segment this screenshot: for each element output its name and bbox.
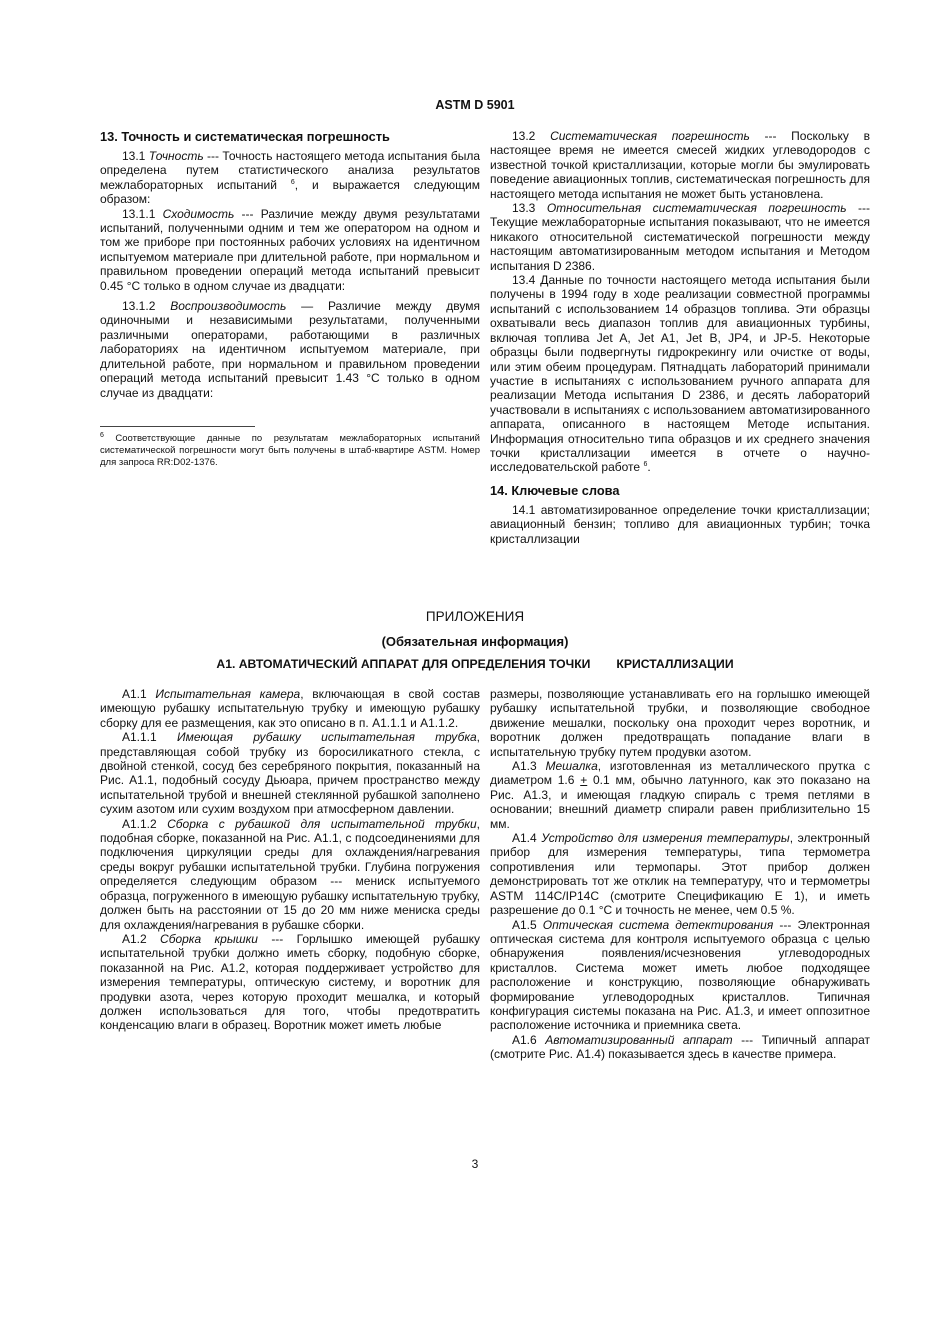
para-text: — Различие между двумя одиночными и независимыми результатами, полученными различными операторами, работающими в различных лабораториях на идентичном испытуемом материале, при длительной работе, при нормальном и правильном проведении операций метода испытаний превысит 1.43 °С только в одном случае из двадцати: bbox=[100, 299, 480, 400]
para-number: 13.3 bbox=[512, 201, 547, 216]
para-number: А1.6 bbox=[512, 1032, 546, 1047]
para-number: А1.4 bbox=[512, 831, 542, 846]
para-text: , включающая в свой состав имеющую рубашку испытательную трубку и имеющую рубашку сборку для ее размещения, как это описано в п. А1.1.1 и А1.1.2. bbox=[100, 687, 480, 730]
annex-a1-title-part2: КРИСТАЛЛИЗАЦИИ bbox=[616, 657, 734, 671]
term: Испытательная камера bbox=[155, 687, 301, 701]
para-text-end: , и выражается следующим образом: bbox=[100, 177, 480, 207]
paragraph-13-4 bbox=[490, 273, 870, 475]
para-text: , представляющая собой трубку из боросиликатного стекла, с двойной стенкой, сосуд без серебряного покрытия, показанный на Рис. А1.1, подобный сосуду Дьюара, причем пространство между испытательной трубой и внешней стеклянной рубашкой заполнено сухим азотом или сухим воздухом при атмосферном давлении. bbox=[100, 730, 481, 817]
para-text: , электронный прибор для измерения температуры, типа термометра сопротивления или термопары. Этот прибор должен демонстрировать тот же отклик на температуру, что и термометры ASTM 114C/IP14C (смотрите Спецификацию Е 1), и иметь разрешение до 0.1 °С и точность не менее, чем 0.5 %. bbox=[490, 831, 871, 918]
footnote-mark: 6 bbox=[100, 431, 104, 439]
para-number: А1.2 bbox=[122, 931, 161, 946]
para-text: --- Электронная оптическая система для контроля испытуемого образца с целью обнаружения появления/исчезновения углеводородных кристаллов. Система может иметь любое подходящее расположение и конструкцию, позволяющие обнаруживать формирование углеводородных кристаллов. Типичная конфигурация системы показана на Рис. А1.3, и имеет оппозитное расположение источника и приемника света. bbox=[490, 917, 871, 1033]
paragraph-13-3 bbox=[490, 201, 870, 273]
term: Точность bbox=[148, 149, 204, 163]
para-text: --- Точность настоящего метода испытания была определена путем статистического анализа результатов межлабораторных испытаний bbox=[100, 149, 480, 192]
paragraph-a1-2-continued: размеры, позволяющие устанавливать его на горлышко имеющей рубашку испытательной трубки, и позволяющие свободное движение мешалки, поскольку она проходит через воротник, и воротник должен предотвращать попадание влаги в испытательную трубку путем продувки азотом. bbox=[490, 687, 870, 759]
paragraph-a1-4 bbox=[490, 831, 870, 917]
paragraph-a1-1-1 bbox=[100, 730, 480, 816]
footnote-rule bbox=[100, 426, 255, 427]
para-number: 13.2 bbox=[512, 129, 551, 143]
para-number: А1.1.1 bbox=[122, 730, 178, 745]
paragraph-a1-3 bbox=[490, 759, 870, 831]
lower-left-column bbox=[100, 687, 480, 1033]
para-text-end: . bbox=[647, 460, 651, 475]
para-text: --- Различие между двумя результатами испытаний, полученными одним и тем же оператором на одном и том же приборе при постоянных рабочих условиях на идентичном испытуемом материале при длительной работе, при нормальном и правильном проведении операций метода испытаний превысит 0.45 °С только в одном случае из двадцати: bbox=[100, 206, 480, 293]
term: Сборка с рубашкой для испытательной трубки bbox=[167, 816, 477, 831]
term: Сборка крышки bbox=[160, 931, 258, 946]
paragraph-a1-1-2 bbox=[100, 817, 480, 932]
paragraph-13-1-2 bbox=[100, 299, 480, 400]
page-number: 3 bbox=[471, 1157, 479, 1171]
para-text: --- Текущие межлабораторные испытания показывают, что не имеется никакого относительной систематической погрешности между настоящим автоматизированным методом испытания и Методом испытания D 2386. bbox=[490, 201, 870, 273]
paragraph-13-1 bbox=[100, 149, 480, 207]
footnote-6 bbox=[100, 433, 480, 469]
term: Систематическая погрешность bbox=[550, 129, 750, 143]
section-13-title: 13. Точность и систематическая погрешность bbox=[100, 129, 390, 144]
para-number: 13.1.2 bbox=[122, 299, 171, 314]
footnote-ref: 6 bbox=[290, 178, 295, 186]
paragraph-13-1-1 bbox=[100, 207, 480, 293]
annex-title: ПРИЛОЖЕНИЯ bbox=[425, 609, 525, 624]
footnote-area bbox=[100, 426, 480, 469]
term: Сходимость bbox=[162, 206, 235, 221]
para-text: --- Типичный аппарат (смотрите Рис. А1.4) показывается здесь в качестве примера. bbox=[490, 1032, 870, 1062]
para-text: , изготовленная из металлического прутка с диаметром 1.6 bbox=[490, 759, 870, 788]
plus-minus-sign: + bbox=[580, 773, 588, 788]
term: Оптическая система детектирования bbox=[542, 917, 774, 932]
term: Устройство для измерения температуры bbox=[541, 831, 790, 846]
paragraph-a1-6 bbox=[490, 1033, 870, 1062]
para-text-end: 0.1 мм, обычно латунного, как это показано на Рис. А1.3, и имеющая гладкую спираль с тремя петлями в основании; внешний диаметр спирали равен приблизительно 15 мм. bbox=[490, 773, 870, 831]
term: Мешалка bbox=[545, 759, 598, 774]
annex-a1-title-part1: А1. АВТОМАТИЧЕСКИЙ АППАРАТ ДЛЯ ОПРЕДЕЛЕНИЯ ТОЧКИ bbox=[216, 657, 591, 671]
para-number: А1.3 bbox=[512, 759, 546, 774]
paragraph-a1-2 bbox=[100, 932, 480, 1033]
para-number: 13.1 bbox=[122, 149, 149, 163]
para-number: А1.1.2 bbox=[122, 816, 168, 831]
section-14-title: 14. Ключевые слова bbox=[490, 482, 620, 498]
paragraph-a1-1 bbox=[100, 687, 480, 730]
para-text: --- Горлышко имеющей рубашку испытательной трубки должно иметь сборку, подобную сборке, показанной на Рис. А1.2, которая поддерживает устройство для измерения температуры, оптическую систему, и воротник для продувки азота, через которую проходит мешалка, и который должен использоваться для того, чтобы предотвратить конденсацию влаги в образец. Воротник может иметь любые bbox=[100, 931, 480, 1033]
para-text: --- Поскольку в настоящее время не имеется смесей жидких углеводородов с известной точкой кристаллизации, которые могли бы эмулировать поведение авиационных топлив, систематическая погрешность для настоящего метода испытания не может быть установлена. bbox=[490, 129, 870, 201]
para-number: А1.5 bbox=[512, 917, 543, 932]
footnote-ref: 6 bbox=[643, 461, 648, 469]
upper-left-column bbox=[100, 129, 480, 400]
document-code-header: ASTM D 5901 bbox=[435, 98, 515, 112]
annex-subtitle: (Обязательная информация) bbox=[381, 634, 569, 649]
paragraph-14-1: 14.1 автоматизированное определение точки кристаллизации; авиационный бензин; топливо для авиационных турбин; точка кристаллизации bbox=[490, 502, 870, 546]
footnote-text: Соответствующие данные по результатам межлабораторных испытаний систематической погрешности могут быть получены в штаб-квартире ASTM. Номер для запроса RR:D02-1376. bbox=[100, 433, 480, 468]
paragraph-a1-5 bbox=[490, 918, 870, 1033]
paragraph-13-2 bbox=[490, 129, 870, 201]
annex-a1-title bbox=[0, 657, 950, 671]
upper-right-column bbox=[490, 129, 870, 546]
para-number: 13.1.1 bbox=[122, 206, 163, 221]
para-text: 13.4 Данные по точности настоящего метода испытания были получены в 1994 году в ходе реализации совместной программы испытаний с использованием 14 образцов топлива. Эти образцы охватывали весь диапазон топлив для авиационных турбины, включая топлива Jet A, Jet A1, Jet B, JP4, и JP-5. Некоторые образцы были подвергнуты гидрокрекингу или очистке от воды, или этим обеим процедурам. Пятнадцать лабораторий принимали участие в испытаниях с использованием ручного аппарата для реализации Метода испытания D 2386, и десять лабораторий участвовали в испытаниях с использованием автоматизированного аппарата, описанного в настоящем Методе испытания. Информация относительно типа образцов и их среднего значения точки кристаллизации имеется в отчете о научно-исследовательской работе bbox=[490, 273, 870, 475]
term: Имеющая рубашку испытательная трубка bbox=[177, 730, 477, 745]
term: Автоматизированный аппарат bbox=[545, 1032, 733, 1047]
term: Воспроизводимость bbox=[170, 299, 287, 314]
lower-right-column bbox=[490, 687, 870, 1062]
term: Относительная систематическая погрешность bbox=[546, 201, 847, 216]
para-text: , подобная сборке, показанной на Рис. А1.1, с подсоединениями для подключения циркуляции среды для охлаждения/нагревания среды вокруг рубашки испытательной трубки. Глубина погружения определяется следующим образом --- мениск испытуемого образца, погруженного в имеющую рубашку испытательную трубку, должен быть на расстоянии от 15 до 20 мм ниже мениска среды для охлаждения/нагревания в рубашке сборки. bbox=[100, 816, 480, 932]
para-number: А1.1 bbox=[122, 687, 156, 701]
